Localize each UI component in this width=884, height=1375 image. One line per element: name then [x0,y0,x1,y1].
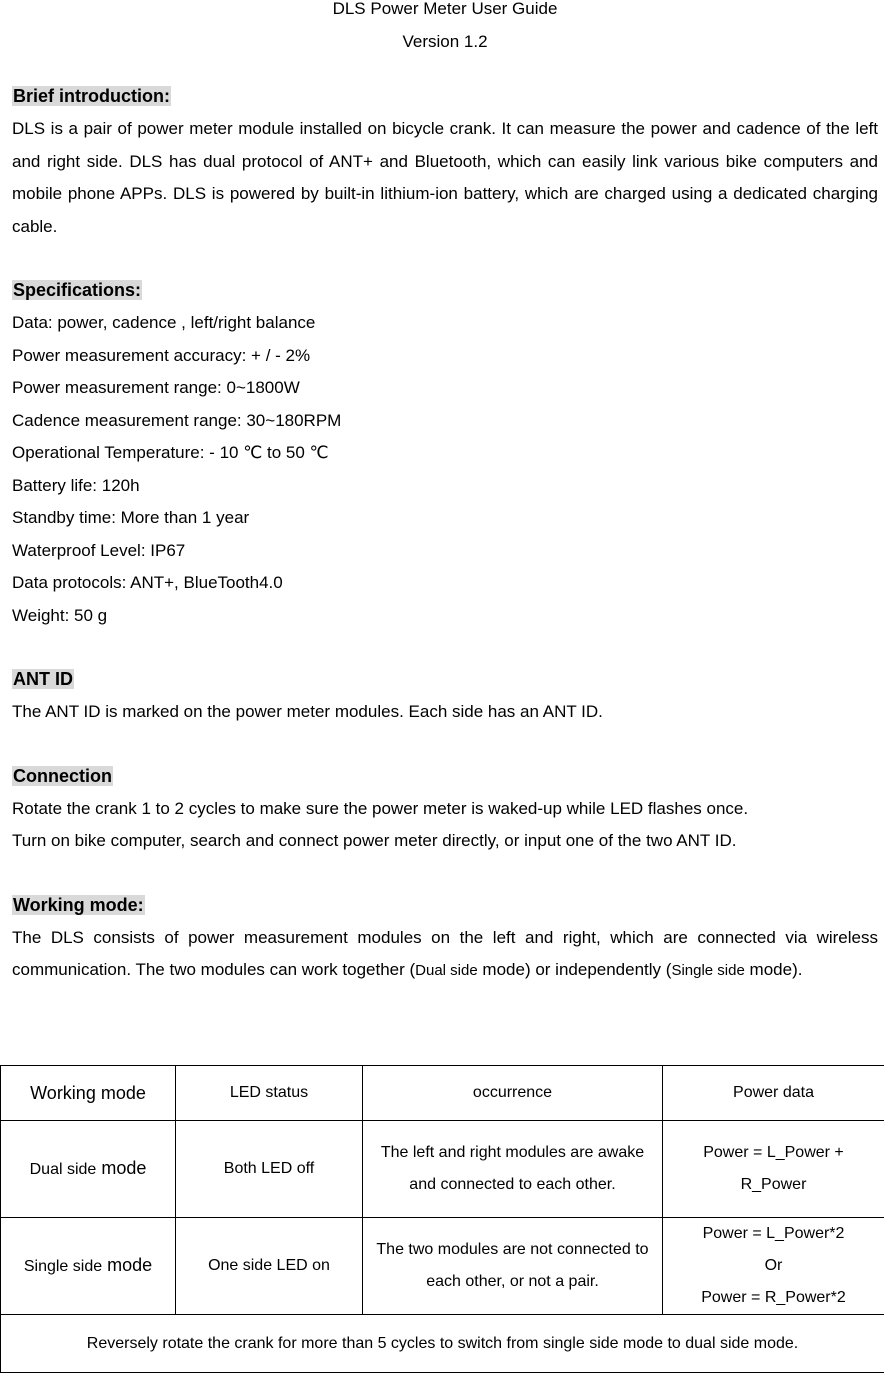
spec-power-range: Power measurement range: 0~1800W [12,378,300,397]
single-mode-term: Single side [23,1258,103,1275]
ant-id-heading-row [12,663,878,696]
cell-single-led: One side LED on [176,1218,363,1315]
ant-id-heading: ANT ID [13,669,73,689]
working-mode-text-a: The DLS consists of power measurement modules on the left and right, which are connected via wireless communication. The two modules can work together ( [12,927,878,979]
connection-heading: Connection [13,765,112,786]
header-working-mode: Working mode [1,1066,176,1121]
spec-waterproof: Waterproof Level: IP67 [12,540,186,560]
table-header-row [1,1066,884,1121]
spec-weight: Weight: 50 g [12,605,108,625]
document-version: Version 1.2 [402,32,488,51]
cell-dual-mode [1,1121,176,1218]
intro-paragraph: DLS is a pair of power meter module installed on bicycle crank. It can measure the power and cadence of the left and right side. DLS has dual protocol of ANT+ and Bluetooth, which can easily link various bike computers and mobile phone APPs. DLS is powered by built-in lithium-ion battery, which are charged using a dedicated charging cable. [12,119,878,236]
working-mode-single-term: Single side [671,962,745,979]
specs-heading-row [12,274,878,307]
single-power-line-2: Power = R_Power*2 [701,1289,846,1306]
single-power-or: Or [764,1257,783,1274]
cell-single-power [663,1218,884,1315]
spec-battery-life: Battery life: 120h [12,475,140,495]
header-occurrence: occurrence [363,1066,663,1121]
working-mode-dual-term: Dual side [415,962,478,979]
document-title: DLS Power Meter User Guide [332,0,558,18]
connection-line-2: Turn on bike computer, search and connect power meter directly, or input one of the two ANT ID. [12,831,737,850]
table-note: Reversely rotate the crank for more than 5 cycles to switch from single side mode to dual side mode. [1,1315,884,1373]
dual-mode-term: Dual side [29,1161,97,1178]
table-row-single-side [1,1218,884,1315]
working-mode-table [0,1065,884,1373]
specs-heading: Specifications: [13,280,142,300]
dual-mode-suffix: mode [96,1158,147,1178]
cell-dual-led: Both LED off [176,1121,363,1218]
working-mode-text-b: mode) or independently ( [477,960,672,979]
working-mode-paragraph [12,922,878,988]
cell-single-occurrence: The two modules are not connected to each other, or not a pair. [363,1218,663,1315]
spec-accuracy: Power measurement accuracy: + / - 2% [12,345,311,365]
connection-heading-row [12,760,878,793]
table-note-row [1,1315,884,1373]
spec-cadence-range: Cadence measurement range: 30~180RPM [12,410,342,430]
document-page [12,0,878,988]
spec-data: Data: power, cadence , left/right balance [12,313,316,332]
cell-dual-occurrence: The left and right modules are awake and connected to each other. [363,1121,663,1218]
header-power-data: Power data [663,1066,884,1121]
header-led-status: LED status [176,1066,363,1121]
intro-heading: Brief introduction: [13,86,170,106]
connection-line-1: Rotate the crank 1 to 2 cycles to make sure the power meter is waked-up while LED flashes once. [12,798,749,818]
cell-dual-power: Power = L_Power + R_Power [663,1121,884,1218]
single-mode-suffix: mode [102,1255,153,1275]
table-row-dual-side [1,1121,884,1218]
spec-temperature: Operational Temperature: - 10 ℃ to 50 ℃ [12,443,329,462]
specs-list [12,307,878,632]
spec-protocols: Data protocols: ANT+, BlueTooth4.0 [12,573,283,592]
working-mode-heading: Working mode: [13,894,144,915]
single-power-line-1: Power = L_Power*2 [702,1225,845,1242]
spec-standby-time: Standby time: More than 1 year [12,508,250,527]
intro-heading-row [12,80,878,113]
ant-id-text: The ANT ID is marked on the power meter modules. Each side has an ANT ID. [12,702,603,721]
working-mode-heading-row [12,889,878,922]
cell-single-mode [1,1218,176,1315]
working-mode-text-c: mode). [744,960,803,979]
